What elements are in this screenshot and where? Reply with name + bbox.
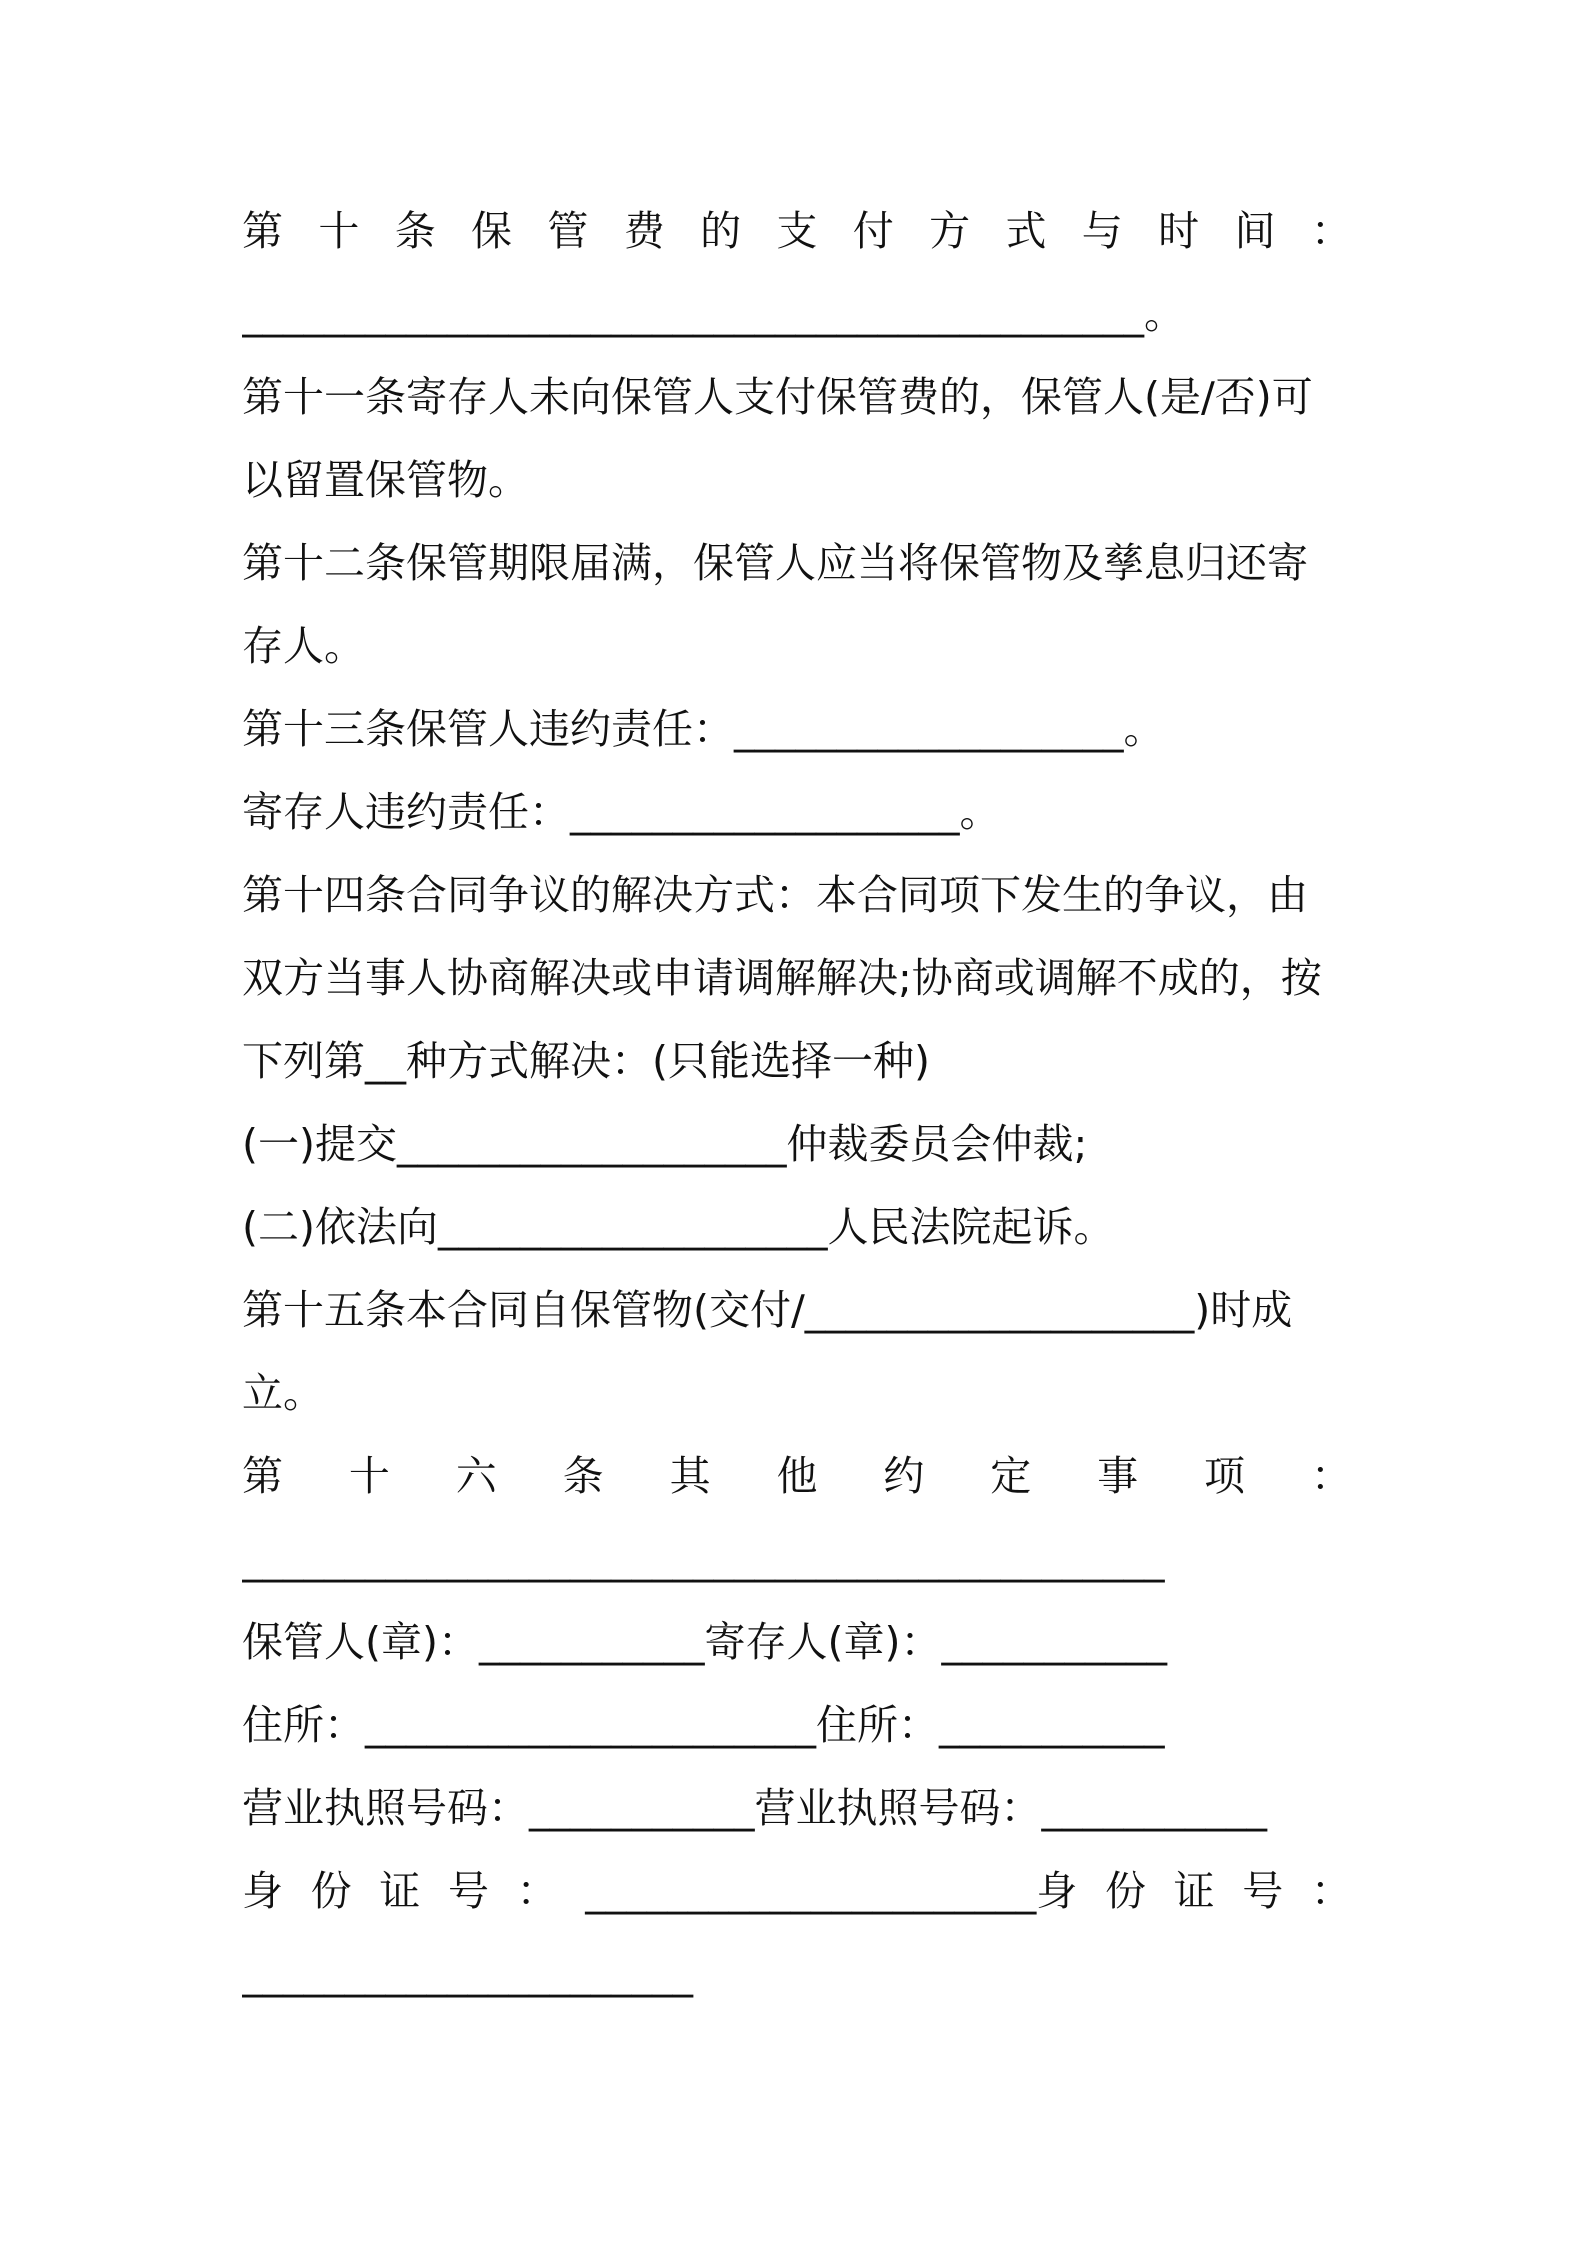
article-16-heading: 第 十 六 条 其 他 约 定 事 项 ： — [242, 1452, 1352, 1500]
article-15-line-2: 立。 — [242, 1369, 324, 1417]
contract-body — [242, 190, 1352, 2016]
signature-id-blank: ______________________ — [242, 1950, 693, 1998]
signature-license-line: 营业执照号码：___________营业执照号码：___________ — [242, 1784, 1267, 1832]
signature-id-line: 身 份 证 号 ： ______________________身 份 证 号 ： — [242, 1867, 1352, 1915]
article-14-option-court: (二)依法向___________________人民法院起诉。 — [242, 1203, 1115, 1251]
article-15-line-1: 第十五条本合同自保管物(交付/___________________)时成 — [242, 1286, 1293, 1334]
signature-address-line: 住所：______________________住所：___________ — [242, 1701, 1165, 1749]
article-14-line-1: 第十四条合同争议的解决方式：本合同项下发生的争议，由 — [242, 871, 1308, 919]
article-14-option-arbitration: (一)提交___________________仲裁委员会仲裁; — [242, 1120, 1088, 1168]
article-11-line-1: 第十一条寄存人未向保管人支付保管费的，保管人(是/否)可 — [242, 373, 1313, 421]
article-12-line-1: 第十二条保管期限届满，保管人应当将保管物及孳息归还寄 — [242, 539, 1308, 587]
article-16-blank: _____________________________________________ — [242, 1535, 1165, 1583]
signature-seal-line: 保管人(章)：___________寄存人(章)：___________ — [242, 1618, 1167, 1666]
article-14-line-3: 下列第__种方式解决：(只能选择一种) — [242, 1037, 930, 1085]
article-12-line-2: 存人。 — [242, 622, 365, 670]
article-10-heading: 第 十 条 保 管 费 的 支 付 方 式 与 时 间 ： — [242, 207, 1352, 255]
article-14-line-2: 双方当事人协商解决或申请调解解决;协商或调解不成的，按 — [242, 954, 1322, 1002]
article-13-depositor-liability: 寄存人违约责任：___________________。 — [242, 788, 1001, 836]
article-10-blank: ____________________________________________。 — [242, 290, 1185, 338]
article-11-line-2: 以留置保管物。 — [242, 456, 529, 504]
article-13-custodian-liability: 第十三条保管人违约责任：___________________。 — [242, 705, 1165, 753]
